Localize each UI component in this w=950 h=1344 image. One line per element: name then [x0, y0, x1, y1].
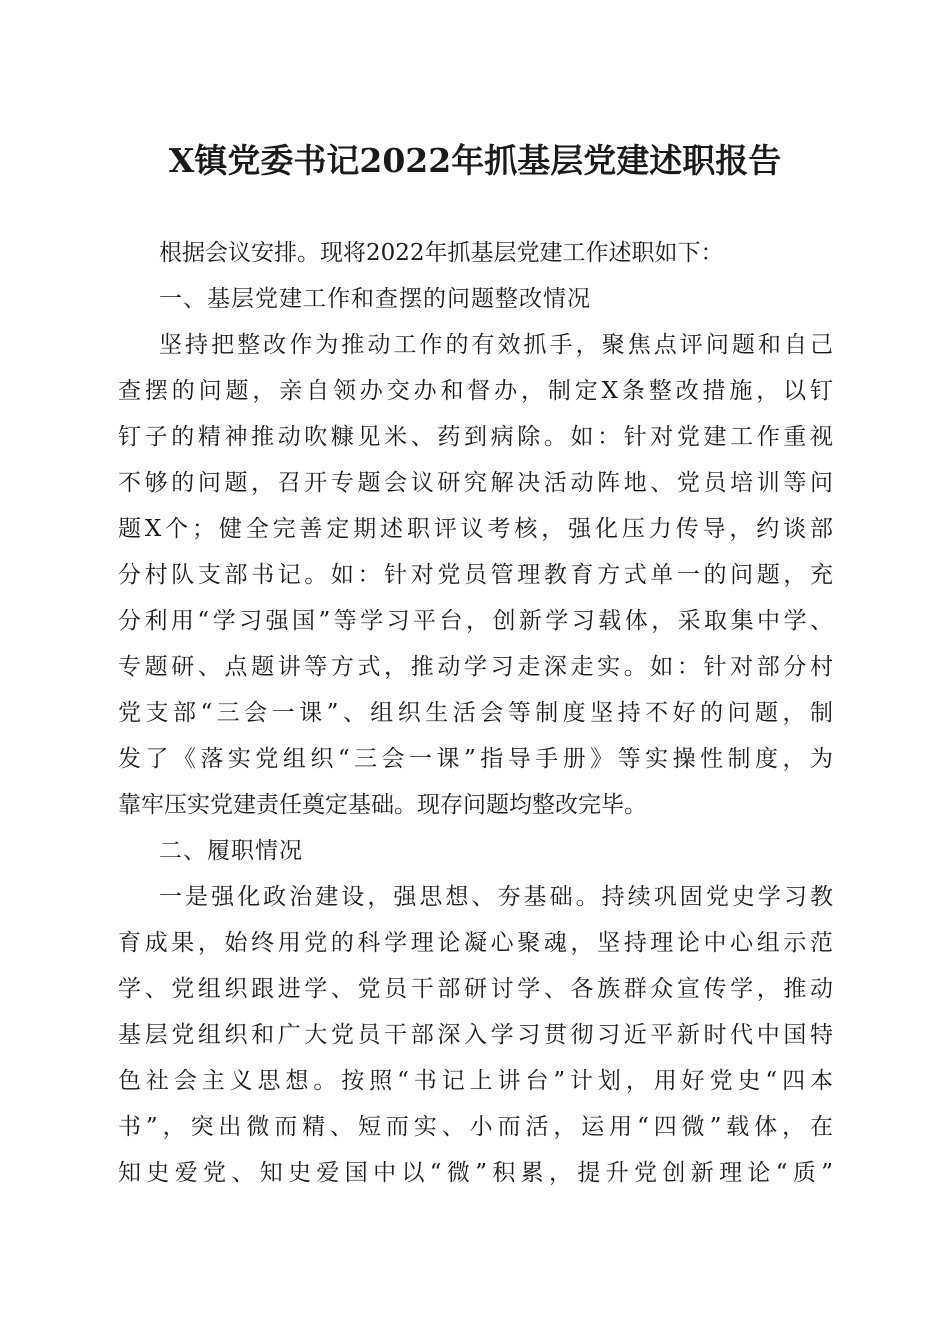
intro-paragraph-line: 根据会议安排。现将2022年抓基层党建工作述职如下：	[159, 240, 724, 266]
paragraph-line: 党支部“三会一课”、组织生活会等制度坚持不好的问题，制	[118, 700, 833, 726]
paragraph-line: 题X个；健全完善定期述职评议考核，强化压力传导，约谈部	[118, 516, 833, 542]
paragraph-line: 分利用“学习强国”等学习平台，创新学习载体，采取集中学、	[118, 608, 833, 634]
paragraph-line: 知史爱党、知史爱国中以“微”积累，提升党创新理论“质”	[118, 1160, 833, 1186]
section-heading-2: 二、履职情况	[159, 838, 303, 864]
paragraph-line: 一是强化政治建设，强思想、夯基础。持续巩固党史学习教	[159, 884, 833, 910]
paragraph-line: 查摆的问题，亲自领办交办和督办，制定X条整改措施，以钉	[118, 378, 833, 404]
document-body	[118, 230, 833, 1196]
paragraph-line: 分村队支部书记。如：针对党员管理教育方式单一的问题，充	[118, 562, 833, 588]
paragraph-line: 书”，突出微而精、短而实、小而活，运用“四微”载体，在	[118, 1114, 833, 1140]
paragraph-line: 基层党组织和广大党员干部深入学习贯彻习近平新时代中国特	[118, 1022, 833, 1048]
paragraph-line: 发了《落实党组织“三会一课”指导手册》等实操性制度，为	[118, 746, 833, 772]
paragraph-line: 育成果，始终用党的科学理论凝心聚魂，坚持理论中心组示范	[118, 930, 833, 956]
paragraph-line: 色社会主义思想。按照“书记上讲台”计划，用好党史“四本	[118, 1068, 833, 1094]
paragraph-line: 学、党组织跟进学、党员干部研讨学、各族群众宣传学，推动	[118, 976, 833, 1002]
paragraph-line: 钉子的精神推动吹糠见米、药到病除。如：针对党建工作重视	[118, 424, 833, 450]
paragraph-line: 靠牢压实党建责任奠定基础。现存问题均整改完毕。	[118, 792, 647, 818]
paragraph-line: 坚持把整改作为推动工作的有效抓手，聚焦点评问题和自己	[159, 332, 833, 358]
paragraph-line: 不够的问题，召开专题会议研究解决活动阵地、党员培训等问	[118, 470, 833, 496]
section-heading-1: 一、基层党建工作和查摆的问题整改情况	[159, 286, 591, 312]
document-title: X镇党委书记2022年抓基层党建述职报告	[168, 141, 782, 180]
paragraph-line: 专题研、点题讲等方式，推动学习走深走实。如：针对部分村	[118, 654, 833, 680]
